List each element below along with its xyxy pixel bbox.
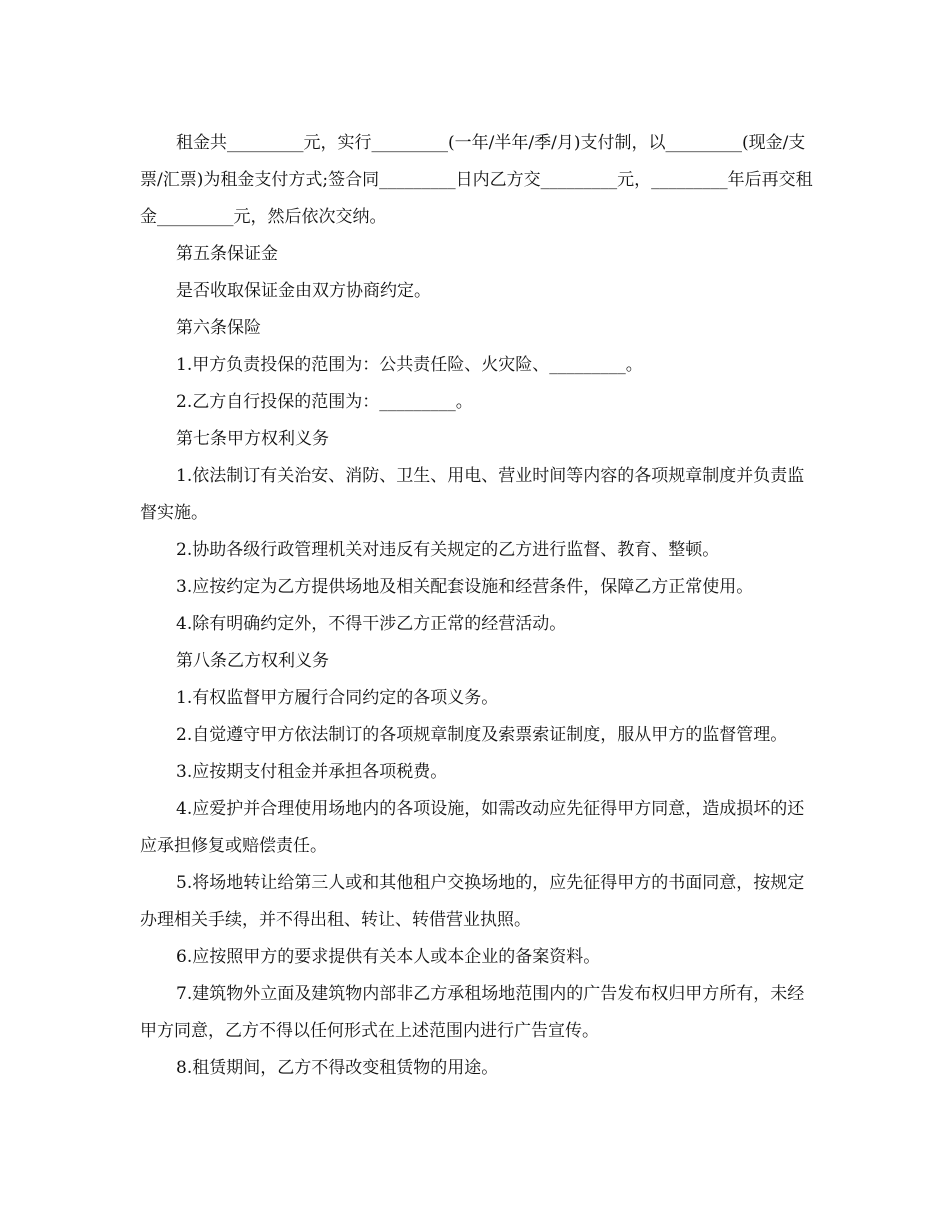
list-item-party-a-2: 2.协助各级行政管理机关对违反有关规定的乙方进行监督、教育、整顿。	[176, 540, 720, 560]
heading-article-5: 第五条保证金	[176, 244, 278, 264]
document-body	[140, 125, 820, 1087]
list-item-party-b-8: 8.租赁期间，乙方不得改变租赁物的用途。	[176, 1058, 499, 1078]
heading-article-6: 第六条保险	[176, 318, 261, 338]
paragraph-deposit: 是否收取保证金由双方协商约定。	[176, 281, 431, 301]
list-item-party-a-1: 1.依法制订有关治安、消防、卫生、用电、营业时间等内容的各项规章制度并负责监督实施。	[140, 466, 805, 523]
list-item-party-b-4: 4.应爱护并合理使用场地内的各项设施，如需改动应先征得甲方同意，造成损坏的还应承担修复或赔偿责任。	[140, 799, 805, 856]
paragraph-rent-terms: 租金共_________元，实行_________(一年/半年/季/月)支付制，以_________(现金/支票/汇票)为租金支付方式;签合同_________日内乙方交_________元，_________年后再交租金_________元，然后依次交纳。	[140, 133, 813, 227]
list-item-party-b-1: 1.有权监督甲方履行合同约定的各项义务。	[176, 688, 499, 708]
list-item-party-a-4: 4.除有明确约定外，不得干涉乙方正常的经营活动。	[176, 614, 567, 634]
list-item-insurance-2: 2.乙方自行投保的范围为：_________。	[176, 392, 473, 412]
list-item-party-b-5: 5.将场地转让给第三人或和其他租户交换场地的，应先征得甲方的书面同意，按规定办理相关手续，并不得出租、转让、转借营业执照。	[140, 873, 805, 930]
list-item-party-b-3: 3.应按期支付租金并承担各项税费。	[176, 762, 448, 782]
list-item-party-a-3: 3.应按约定为乙方提供场地及相关配套设施和经营条件，保障乙方正常使用。	[176, 577, 754, 597]
list-item-party-b-7: 7.建筑物外立面及建筑物内部非乙方承租场地范围内的广告发布权归甲方所有，未经甲方同意，乙方不得以任何形式在上述范围内进行广告宣传。	[140, 984, 805, 1041]
list-item-party-b-6: 6.应按照甲方的要求提供有关本人或本企业的备案资料。	[176, 947, 601, 967]
heading-article-8: 第八条乙方权利义务	[176, 651, 329, 671]
list-item-party-b-2: 2.自觉遵守甲方依法制订的各项规章制度及索票索证制度，服从甲方的监督管理。	[176, 725, 788, 745]
heading-article-7: 第七条甲方权利义务	[176, 429, 329, 449]
list-item-insurance-1: 1.甲方负责投保的范围为：公共责任险、火灾险、_________。	[176, 355, 643, 375]
